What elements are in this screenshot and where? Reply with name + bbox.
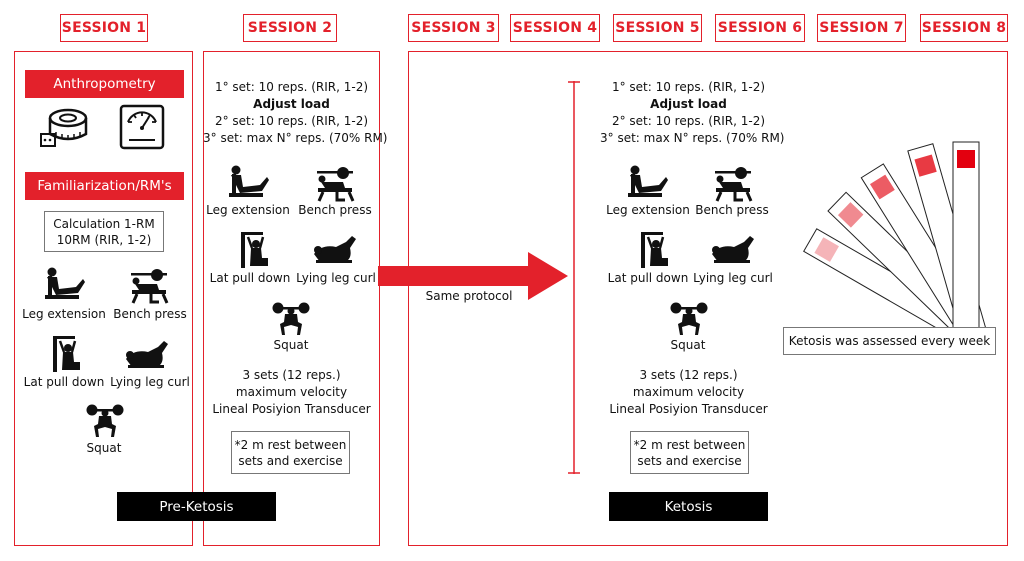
- s5-rest-line-2: sets and exercise: [637, 453, 742, 468]
- lat-pull-down-icon: [638, 232, 670, 268]
- s5-adjust-load: Adjust load: [650, 97, 727, 111]
- s2-sets-line-1: 3 sets (12 reps.): [242, 368, 341, 382]
- session-8-header: SESSION 8: [920, 14, 1008, 42]
- bench-press-icon: [711, 166, 759, 202]
- lying-leg-curl-icon: [312, 236, 358, 266]
- s2-rest-box: [231, 431, 350, 474]
- calculation-line-1: Calculation 1-RM: [53, 216, 155, 231]
- lying-leg-curl-icon: [124, 341, 170, 371]
- s2-set3: 3° set: max N° reps. (70% RM): [203, 131, 388, 145]
- s2-set1: 1° set: 10 reps. (RIR, 1-2): [214, 80, 369, 94]
- s5-squat-label: Squat: [670, 338, 706, 352]
- s5-rest-box: [630, 431, 749, 474]
- tape-measure-icon: [38, 104, 92, 150]
- session-2-header: SESSION 2: [243, 14, 337, 42]
- bench-press-icon: [127, 268, 175, 304]
- s2-leg-extension-label: Leg extension: [206, 203, 290, 217]
- weighing-scale-icon: [119, 104, 165, 150]
- s5-leg-extension-label: Leg extension: [606, 203, 690, 217]
- s2-sets-line-2: maximum velocity: [235, 385, 348, 399]
- lat-pull-down-icon: [50, 336, 82, 372]
- leg-extension-icon: [42, 267, 86, 303]
- session-1-header: SESSION 1: [60, 14, 148, 42]
- s1-bench-press-label: Bench press: [113, 307, 187, 321]
- s1-lat-pull-down-label: Lat pull down: [23, 375, 105, 389]
- leg-extension-icon: [625, 165, 669, 201]
- calculation-box: [44, 211, 164, 252]
- s1-lying-leg-curl-label: Lying leg curl: [110, 375, 190, 389]
- s2-rest-line-1: *2 m rest between: [234, 437, 347, 452]
- same-protocol-label: Same protocol: [425, 289, 513, 303]
- leg-extension-icon: [226, 165, 270, 201]
- s2-bench-press-label: Bench press: [298, 203, 372, 217]
- familiarization-label: Familiarization/RM's: [25, 172, 184, 200]
- squat-icon: [670, 302, 708, 336]
- s5-set2: 2° set: 10 reps. (RIR, 1-2): [611, 114, 766, 128]
- session-6-header: SESSION 6: [715, 14, 805, 42]
- s5-sets-line-1: 3 sets (12 reps.): [639, 368, 738, 382]
- s5-set1: 1° set: 10 reps. (RIR, 1-2): [611, 80, 766, 94]
- s5-rest-line-1: *2 m rest between: [633, 437, 746, 452]
- s1-squat-label: Squat: [86, 441, 122, 455]
- s2-lat-pull-down-label: Lat pull down: [209, 271, 291, 285]
- s5-sets-line-3: Lineal Posiyion Transducer: [609, 402, 768, 416]
- squat-icon: [272, 302, 310, 336]
- s2-rest-line-2: sets and exercise: [238, 453, 343, 468]
- s5-bench-press-label: Bench press: [695, 203, 769, 217]
- s5-lat-pull-down-label: Lat pull down: [607, 271, 689, 285]
- s2-squat-label: Squat: [273, 338, 309, 352]
- s5-sets-line-2: maximum velocity: [632, 385, 745, 399]
- ketosis-note-box: [783, 327, 996, 355]
- s2-sets-line-3: Lineal Posiyion Transducer: [212, 402, 371, 416]
- session-5-header: SESSION 5: [613, 14, 702, 42]
- lat-pull-down-icon: [238, 232, 270, 268]
- ketosis-label: Ketosis: [609, 492, 768, 521]
- session-7-header: SESSION 7: [817, 14, 906, 42]
- session-4-header: SESSION 4: [510, 14, 600, 42]
- squat-icon: [86, 404, 124, 438]
- s2-lying-leg-curl-label: Lying leg curl: [296, 271, 376, 285]
- ketosis-note: Ketosis was assessed every week: [788, 334, 991, 348]
- s2-adjust-load: Adjust load: [253, 97, 330, 111]
- anthropometry-label: Anthropometry: [25, 70, 184, 98]
- s1-leg-extension-label: Leg extension: [22, 307, 106, 321]
- lying-leg-curl-icon: [710, 236, 756, 266]
- calculation-line-2: 10RM (RIR, 1-2): [56, 232, 152, 247]
- s5-set3: 3° set: max N° reps. (70% RM): [600, 131, 785, 145]
- session-3-header: SESSION 3: [408, 14, 499, 42]
- s5-lying-leg-curl-label: Lying leg curl: [693, 271, 773, 285]
- timeline-bracket: [568, 81, 580, 474]
- pre-ketosis-label: Pre-Ketosis: [117, 492, 276, 521]
- s2-set2: 2° set: 10 reps. (RIR, 1-2): [214, 114, 369, 128]
- bench-press-icon: [313, 166, 361, 202]
